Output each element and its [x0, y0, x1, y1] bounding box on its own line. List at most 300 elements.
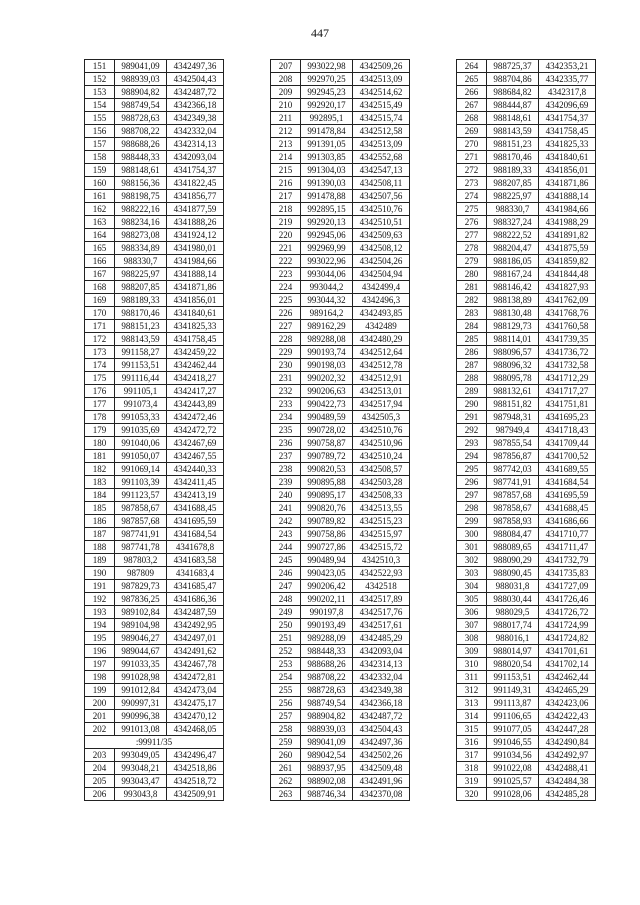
x-coordinate: 991028,06	[487, 788, 539, 801]
table-row	[271, 684, 410, 697]
y-coordinate: 4342496,47	[167, 749, 224, 762]
point-number: 257	[271, 710, 301, 723]
y-coordinate: 4342512,58	[353, 125, 410, 138]
table-row	[85, 541, 224, 554]
x-coordinate: 987829,73	[115, 580, 167, 593]
table-row	[457, 463, 596, 476]
table-row	[85, 437, 224, 450]
x-coordinate: 988330,7	[487, 203, 539, 216]
y-coordinate: 4341684,54	[539, 476, 596, 489]
point-number: 211	[271, 112, 301, 125]
x-coordinate: 988170,46	[115, 307, 167, 320]
table-row	[457, 307, 596, 320]
table-row	[271, 60, 410, 73]
y-coordinate: 4341825,33	[539, 138, 596, 151]
y-coordinate: 4341877,59	[167, 203, 224, 216]
x-coordinate: 988096,57	[487, 346, 539, 359]
x-coordinate: 988749,54	[115, 99, 167, 112]
table-row	[271, 554, 410, 567]
table-row	[85, 619, 224, 632]
table-row	[85, 593, 224, 606]
x-coordinate: 988014,97	[487, 645, 539, 658]
table-row	[271, 489, 410, 502]
y-coordinate: 4342517,61	[353, 619, 410, 632]
x-coordinate: 987949,4	[487, 424, 539, 437]
y-coordinate: 4342487,59	[167, 606, 224, 619]
point-number: 181	[85, 450, 115, 463]
point-number: 275	[457, 203, 487, 216]
point-number: 314	[457, 710, 487, 723]
table-row	[85, 788, 224, 801]
x-coordinate: 990423,05	[301, 567, 353, 580]
x-coordinate: 991391,05	[301, 138, 353, 151]
page-number: 447	[311, 26, 329, 40]
table-row	[271, 398, 410, 411]
y-coordinate: 4342513,09	[353, 138, 410, 151]
y-coordinate: 4342510,76	[353, 424, 410, 437]
table-row	[85, 73, 224, 86]
point-number: 235	[271, 424, 301, 437]
y-coordinate: 4342353,21	[539, 60, 596, 73]
table-row	[271, 593, 410, 606]
table-row	[85, 424, 224, 437]
table-row	[271, 502, 410, 515]
y-coordinate: 4342467,69	[167, 437, 224, 450]
x-coordinate: 988148,61	[487, 112, 539, 125]
y-coordinate: 4342462,44	[539, 671, 596, 684]
table-row	[85, 359, 224, 372]
x-coordinate: 988189,33	[487, 164, 539, 177]
x-coordinate: 988234,16	[115, 216, 167, 229]
point-number: 287	[457, 359, 487, 372]
point-number: 251	[271, 632, 301, 645]
x-coordinate: 993043,8	[115, 788, 167, 801]
point-number: 214	[271, 151, 301, 164]
coordinate-table-2	[270, 59, 410, 801]
point-number: 272	[457, 164, 487, 177]
x-coordinate: 988327,24	[487, 216, 539, 229]
y-coordinate: 4342487,72	[167, 86, 224, 99]
point-number: 254	[271, 671, 301, 684]
point-number: 229	[271, 346, 301, 359]
x-coordinate: 990728,02	[301, 424, 353, 437]
table-row	[457, 658, 596, 671]
point-number: 311	[457, 671, 487, 684]
y-coordinate: 4341735,83	[539, 567, 596, 580]
point-number: 297	[457, 489, 487, 502]
table-row	[271, 99, 410, 112]
point-number: 248	[271, 593, 301, 606]
y-coordinate: 4342515,97	[353, 528, 410, 541]
point-number: 279	[457, 255, 487, 268]
table-row	[271, 242, 410, 255]
x-coordinate: 987858,93	[487, 515, 539, 528]
table-row	[457, 398, 596, 411]
x-coordinate: 987857,68	[115, 515, 167, 528]
x-coordinate: 988708,22	[115, 125, 167, 138]
point-number: 263	[271, 788, 301, 801]
point-number: 252	[271, 645, 301, 658]
point-number: 196	[85, 645, 115, 658]
point-number: 191	[85, 580, 115, 593]
point-number: 222	[271, 255, 301, 268]
table-row	[271, 216, 410, 229]
point-number: 290	[457, 398, 487, 411]
y-coordinate: 4342496,3	[353, 294, 410, 307]
point-number: 192	[85, 593, 115, 606]
y-coordinate: 4342547,13	[353, 164, 410, 177]
table-row	[271, 736, 410, 749]
x-coordinate: 991158,27	[115, 346, 167, 359]
point-number: 283	[457, 307, 487, 320]
table-row	[457, 112, 596, 125]
y-coordinate: 4341888,14	[539, 190, 596, 203]
point-number: 308	[457, 632, 487, 645]
point-number: 217	[271, 190, 301, 203]
table-row	[271, 632, 410, 645]
table-row	[457, 281, 596, 294]
x-coordinate: 991040,06	[115, 437, 167, 450]
point-number: 313	[457, 697, 487, 710]
y-coordinate: 4342465,29	[539, 684, 596, 697]
point-number: 271	[457, 151, 487, 164]
point-number: 205	[85, 775, 115, 788]
y-coordinate: 4342370,08	[353, 788, 410, 801]
table-row	[271, 86, 410, 99]
y-coordinate: 4341875,59	[539, 242, 596, 255]
y-coordinate: 4342508,33	[353, 489, 410, 502]
point-number: 260	[271, 749, 301, 762]
point-number: 186	[85, 515, 115, 528]
y-coordinate: 4342517,94	[353, 398, 410, 411]
y-coordinate: 4341695,59	[167, 515, 224, 528]
point-number: 165	[85, 242, 115, 255]
y-coordinate: 4342468,05	[167, 723, 224, 736]
table-row	[85, 463, 224, 476]
x-coordinate: 991050,07	[115, 450, 167, 463]
x-coordinate: 993044,06	[301, 268, 353, 281]
x-coordinate: 988448,33	[301, 645, 353, 658]
coordinate-table-3	[456, 59, 596, 801]
x-coordinate: 991012,84	[115, 684, 167, 697]
point-number: 187	[85, 528, 115, 541]
table-row	[85, 242, 224, 255]
y-coordinate: 4341856,77	[167, 190, 224, 203]
x-coordinate: 991033,35	[115, 658, 167, 671]
point-number: 267	[457, 99, 487, 112]
table-row	[457, 450, 596, 463]
x-coordinate: 991077,05	[487, 723, 539, 736]
point-number: 316	[457, 736, 487, 749]
table-row	[85, 632, 224, 645]
table-row	[457, 515, 596, 528]
x-coordinate: 987856,87	[487, 450, 539, 463]
x-coordinate: 988688,26	[301, 658, 353, 671]
x-coordinate: 988708,22	[301, 671, 353, 684]
x-coordinate: 991025,57	[487, 775, 539, 788]
point-number: 296	[457, 476, 487, 489]
y-coordinate: 4342508,57	[353, 463, 410, 476]
point-number: 219	[271, 216, 301, 229]
table-row	[85, 307, 224, 320]
point-number: 309	[457, 645, 487, 658]
table-row	[457, 619, 596, 632]
y-coordinate: 4341871,86	[167, 281, 224, 294]
table-row	[85, 99, 224, 112]
x-coordinate: 988198,75	[115, 190, 167, 203]
point-number: 182	[85, 463, 115, 476]
y-coordinate: 4341754,37	[167, 164, 224, 177]
table-row	[457, 164, 596, 177]
point-number: 224	[271, 281, 301, 294]
table-row	[457, 333, 596, 346]
table-row	[85, 580, 224, 593]
point-number: 158	[85, 151, 115, 164]
table-row	[457, 99, 596, 112]
point-number: 174	[85, 359, 115, 372]
table-row	[85, 515, 224, 528]
point-number: 247	[271, 580, 301, 593]
point-number: 169	[85, 294, 115, 307]
point-number: 318	[457, 762, 487, 775]
point-number: 227	[271, 320, 301, 333]
table-row	[271, 190, 410, 203]
x-coordinate: 990197,8	[301, 606, 353, 619]
table-row	[457, 502, 596, 515]
point-number: 185	[85, 502, 115, 515]
table-row	[457, 710, 596, 723]
x-coordinate: 988146,42	[487, 281, 539, 294]
x-coordinate: 988746,34	[301, 788, 353, 801]
table-row	[271, 320, 410, 333]
y-coordinate: 4342470,12	[167, 710, 224, 723]
x-coordinate: 991153,51	[115, 359, 167, 372]
point-number: 269	[457, 125, 487, 138]
table-row	[85, 216, 224, 229]
point-number: 320	[457, 788, 487, 801]
y-coordinate: 4341724,99	[539, 619, 596, 632]
point-number: 249	[271, 606, 301, 619]
x-coordinate: 988031,8	[487, 580, 539, 593]
x-coordinate: 988222,16	[115, 203, 167, 216]
point-number: 161	[85, 190, 115, 203]
point-number: 250	[271, 619, 301, 632]
table-row	[271, 619, 410, 632]
y-coordinate: 4342459,22	[167, 346, 224, 359]
table-row	[457, 346, 596, 359]
x-coordinate: 993048,21	[115, 762, 167, 775]
x-coordinate: 993022,98	[301, 60, 353, 73]
y-coordinate: 4341710,77	[539, 528, 596, 541]
table-row	[457, 268, 596, 281]
x-coordinate: 988151,82	[487, 398, 539, 411]
x-coordinate: 991034,56	[487, 749, 539, 762]
point-number: 265	[457, 73, 487, 86]
x-coordinate: 988017,74	[487, 619, 539, 632]
table-row	[85, 710, 224, 723]
point-number: 170	[85, 307, 115, 320]
point-number: 213	[271, 138, 301, 151]
x-coordinate: 989162,29	[301, 320, 353, 333]
point-number: 203	[85, 749, 115, 762]
point-number: 168	[85, 281, 115, 294]
x-coordinate: 988728,63	[301, 684, 353, 697]
x-coordinate: 988448,33	[115, 151, 167, 164]
x-coordinate: 989046,27	[115, 632, 167, 645]
table-row	[457, 229, 596, 242]
point-number: 262	[271, 775, 301, 788]
point-number: 194	[85, 619, 115, 632]
y-coordinate: 4342517,89	[353, 593, 410, 606]
x-coordinate: 989164,2	[301, 307, 353, 320]
table-row	[271, 606, 410, 619]
point-number: 298	[457, 502, 487, 515]
x-coordinate: 992945,23	[301, 86, 353, 99]
table-row	[271, 723, 410, 736]
table-row	[271, 229, 410, 242]
y-coordinate: 4341711,47	[539, 541, 596, 554]
y-coordinate: 4341762,09	[539, 294, 596, 307]
x-coordinate: 991478,84	[301, 125, 353, 138]
point-number: 156	[85, 125, 115, 138]
x-coordinate: 988937,95	[301, 762, 353, 775]
x-coordinate: 990789,72	[301, 450, 353, 463]
x-coordinate: 988090,45	[487, 567, 539, 580]
table-row	[457, 749, 596, 762]
point-number: 207	[271, 60, 301, 73]
table-row	[271, 268, 410, 281]
y-coordinate: 4342508,12	[353, 242, 410, 255]
table-row	[271, 255, 410, 268]
y-coordinate: 4342335,77	[539, 73, 596, 86]
y-coordinate: 4342497,01	[167, 632, 224, 645]
y-coordinate: 4341701,61	[539, 645, 596, 658]
table-row	[85, 151, 224, 164]
x-coordinate: 991116,44	[115, 372, 167, 385]
table-row	[271, 528, 410, 541]
y-coordinate: 4341695,59	[539, 489, 596, 502]
y-coordinate: 4342487,72	[353, 710, 410, 723]
table-row	[457, 60, 596, 73]
y-coordinate: 4341695,23	[539, 411, 596, 424]
y-coordinate: 4342493,85	[353, 307, 410, 320]
x-coordinate: 988684,82	[487, 86, 539, 99]
x-coordinate: 991028,98	[115, 671, 167, 684]
x-coordinate: 991390,03	[301, 177, 353, 190]
y-coordinate: 4342517,76	[353, 606, 410, 619]
y-coordinate: 4341686,36	[167, 593, 224, 606]
table-row	[271, 658, 410, 671]
x-coordinate: 990789,82	[301, 515, 353, 528]
table-row	[457, 775, 596, 788]
x-coordinate: 987948,31	[487, 411, 539, 424]
point-number: 200	[85, 697, 115, 710]
table-row	[457, 190, 596, 203]
y-coordinate: 4342443,89	[167, 398, 224, 411]
point-number: 266	[457, 86, 487, 99]
y-coordinate: 4342366,18	[353, 697, 410, 710]
point-number: 274	[457, 190, 487, 203]
y-coordinate: 4341844,48	[539, 268, 596, 281]
x-coordinate: 988688,26	[115, 138, 167, 151]
x-coordinate: 990997,31	[115, 697, 167, 710]
y-coordinate: 4341736,72	[539, 346, 596, 359]
table-row	[457, 385, 596, 398]
y-coordinate: 4342504,26	[353, 255, 410, 268]
x-coordinate: 987858,67	[115, 502, 167, 515]
x-coordinate: 988167,24	[487, 268, 539, 281]
y-coordinate: 4342440,33	[167, 463, 224, 476]
y-coordinate: 4341688,45	[167, 502, 224, 515]
point-number: 280	[457, 268, 487, 281]
x-coordinate: 990758,86	[301, 528, 353, 541]
y-coordinate: 4341689,55	[539, 463, 596, 476]
point-number: 231	[271, 372, 301, 385]
point-number: 285	[457, 333, 487, 346]
point-number: 295	[457, 463, 487, 476]
y-coordinate: 4342491,62	[167, 645, 224, 658]
y-coordinate: 4342480,29	[353, 333, 410, 346]
x-coordinate: 993043,47	[115, 775, 167, 788]
table-row	[457, 255, 596, 268]
table-row	[85, 697, 224, 710]
table-row	[271, 164, 410, 177]
y-coordinate: 4342522,93	[353, 567, 410, 580]
x-coordinate: 988020,54	[487, 658, 539, 671]
table-row	[271, 671, 410, 684]
point-number: 312	[457, 684, 487, 697]
table-row	[85, 268, 224, 281]
y-coordinate: 4342473,04	[167, 684, 224, 697]
y-coordinate: 4342518,72	[167, 775, 224, 788]
point-number: 228	[271, 333, 301, 346]
table-row	[85, 86, 224, 99]
table-row	[457, 203, 596, 216]
table-row	[457, 73, 596, 86]
x-coordinate: 988130,48	[487, 307, 539, 320]
x-coordinate: 988725,37	[487, 60, 539, 73]
table-row	[85, 775, 224, 788]
y-coordinate: 4341726,46	[539, 593, 596, 606]
point-number: 276	[457, 216, 487, 229]
y-coordinate: 4341988,29	[539, 216, 596, 229]
point-number: 183	[85, 476, 115, 489]
y-coordinate: 4342423,06	[539, 697, 596, 710]
table-row	[457, 151, 596, 164]
y-coordinate: 4342096,69	[539, 99, 596, 112]
point-number: 159	[85, 164, 115, 177]
y-coordinate: 4342510,96	[353, 437, 410, 450]
table-row	[85, 398, 224, 411]
y-coordinate: 4342349,38	[167, 112, 224, 125]
y-coordinate: 4342504,43	[167, 73, 224, 86]
table-row	[457, 424, 596, 437]
table-row	[457, 723, 596, 736]
table-row	[85, 606, 224, 619]
point-number: 175	[85, 372, 115, 385]
table-row	[457, 645, 596, 658]
x-coordinate: 991035,69	[115, 424, 167, 437]
y-coordinate: 4342518	[353, 580, 410, 593]
x-coordinate: 988204,47	[487, 242, 539, 255]
table-row	[271, 151, 410, 164]
y-coordinate: 4341702,14	[539, 658, 596, 671]
table-row	[85, 762, 224, 775]
x-coordinate: 988089,65	[487, 541, 539, 554]
x-coordinate: 987741,91	[487, 476, 539, 489]
x-coordinate: 989288,08	[301, 333, 353, 346]
table-row	[271, 567, 410, 580]
